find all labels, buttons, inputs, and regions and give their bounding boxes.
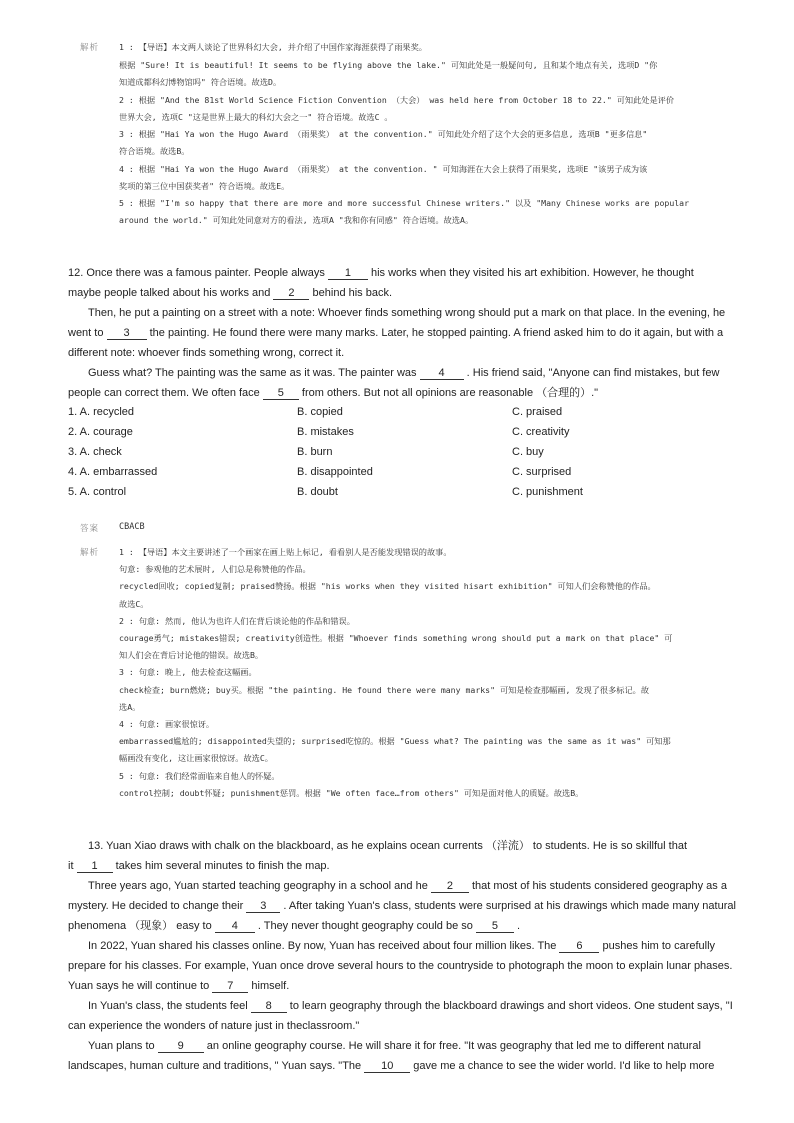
explanation-line: 1 : 【导语】本文两人谈论了世界科幻大会, 并介绍了中国作家海涯获得了雨果奖。 (119, 42, 427, 52)
blank-9[interactable]: 9 (158, 1040, 204, 1053)
explanation-line: 2 : 根据 "And the 81st World Science Fiction Convention （大会） was held here from October 18 to 22." 可知此处是评价 (119, 95, 675, 105)
q12-passage-line: Then, he put a painting on a street with a note: Whoever finds something wrong should put a mark on that place. In the evening, he (88, 307, 726, 319)
q12-passage-line: Guess what? The painting was the same as it was. The painter was 4 . His friend said, "Anyone can find mistakes, but few (88, 367, 720, 379)
blank-1[interactable]: 1 (77, 860, 113, 873)
option-c[interactable]: C. praised (512, 406, 563, 418)
explanation-line: 5 : 根据 "I'm so happy that there are more and more successful Chinese writers." 以及 "Many Chinese works are popular (119, 198, 690, 208)
explanation-line: 3 : 句意: 晚上, 他去检查这幅画。 (119, 667, 257, 677)
explanation-line: 根据 "Sure! It is beautiful! It seems to be flying above the lake." 可知此处是一般疑问句, 且和某个地点有关, 选项D "你 (119, 60, 658, 70)
option-a[interactable]: 5. A. control (68, 486, 127, 498)
q12-passage-line: went to 3 the painting. He found there were many marks. Later, he stopped painting. A friend asked him to do it again, but with a (68, 327, 724, 339)
option-b[interactable]: B. mistakes (297, 426, 354, 438)
option-a[interactable]: 4. A. embarrassed (68, 466, 158, 478)
explanation-line: 3 : 根据 "Hai Ya won the Hugo Award （雨果奖） at the convention." 可知此处介绍了这个大会的更多信息, 选项B "更多信息" (119, 129, 648, 139)
q12-passage-line: different note: whoever finds something wrong, correct it. (68, 347, 345, 359)
option-b[interactable]: B. disappointed (297, 466, 373, 478)
explanation-line: 5 : 句意: 我们经常面临来自他人的怀疑。 (119, 771, 280, 781)
explanation-line: recycled回收; copied复制; praised赞扬。根据 "his works when they visited hisart exhibition" 可知人们会称赞他的作品。 (119, 581, 656, 591)
q12-passage-line: people can correct them. We often face 5 from others. But not all opinions are reasonable （合理的）." (68, 387, 599, 399)
option-b[interactable]: B. copied (297, 406, 343, 418)
blank-5[interactable]: 5 (476, 920, 514, 933)
blank-4[interactable]: 4 (420, 367, 464, 380)
explanation-line: 世界大会, 选项C "这是世界上最大的科幻大会之一" 符合语境。故选C 。 (119, 112, 393, 122)
explanation-line: 4 : 根据 "Hai Ya won the Hugo Award （雨果奖） at the convention. " 可知海涯在大会上获得了雨果奖, 选项E "该男子成为该 (119, 164, 648, 174)
blank-7[interactable]: 7 (212, 980, 248, 993)
blank-10[interactable]: 10 (364, 1060, 410, 1073)
option-b[interactable]: B. doubt (297, 486, 338, 498)
option-b[interactable]: B. burn (297, 446, 333, 458)
explanation-line: 2 : 句意: 然而, 他认为也许人们在背后谈论他的作品和错误。 (119, 616, 355, 626)
explanation-line: around the world." 可知此处同意对方的看法, 选项A "我和你有同感" 符合语境。故选A。 (119, 215, 474, 225)
explanation-label: 解析 (80, 42, 100, 52)
explanation-line: courage勇气; mistakes错误; creativity创造性。根据 "Whoever finds something wrong should put a mark on that place" 可 (119, 633, 673, 643)
explanation-line: 幅画没有变化, 这让画家很惊讶。故选C。 (119, 753, 273, 763)
blank-4[interactable]: 4 (215, 920, 255, 933)
q13-passage-line: In 2022, Yuan shared his classes online. By now, Yuan has received about four million likes. The 6 pushes him to carefully (88, 940, 716, 952)
explanation-line: control控制; doubt怀疑; punishment惩罚。根据 "We often face…from others" 可知是面对他人的质疑。故选B。 (119, 788, 584, 798)
q13-passage-line: In Yuan's class, the students feel 8 to learn geography through the blackboard drawings and short videos. One student says, "I (88, 1000, 733, 1012)
q13-passage-line: landscapes, human culture and traditions, " Yuan says. "The 10 gave me a chance to see the wider world. I'd like to help more (68, 1060, 715, 1072)
explanation-line: 选A。 (119, 702, 141, 712)
blank-8[interactable]: 8 (251, 1000, 287, 1013)
explanation-line: check检查; burn燃烧; buy买。根据 "the painting. He found there were many marks" 可知是检查那幅画, 发现了很多标记。故 (119, 685, 650, 695)
q12-passage-line: 12. Once there was a famous painter. People always 1 his works when they visited his art exhibition. However, he thought (68, 267, 694, 279)
answer-value: CBACB (119, 522, 145, 532)
explanation-line: 1 : 【导语】本文主要讲述了一个画家在画上贴上标记, 看看别人是否能发现错误的故事。 (119, 547, 452, 557)
option-c[interactable]: C. creativity (512, 426, 570, 438)
blank-1[interactable]: 1 (328, 267, 368, 280)
q13-passage-line: it 1 takes him several minutes to finish the map. (68, 860, 330, 872)
blank-5[interactable]: 5 (263, 387, 299, 400)
blank-3[interactable]: 3 (246, 900, 280, 913)
q13-passage-line: mystery. He decided to change their 3 . After taking Yuan's class, students were surprised at his drawings which made many natural (68, 900, 736, 912)
option-a[interactable]: 2. A. courage (68, 426, 133, 438)
explanation-label: 解析 (80, 547, 100, 557)
option-c[interactable]: C. punishment (512, 486, 583, 498)
q13-passage-line: can experience the wonders of nature just in theclassroom." (68, 1020, 360, 1032)
blank-2[interactable]: 2 (273, 287, 309, 300)
q13-passage-line: prepare for his classes. For example, Yuan once drove several hours to the countryside to photograph the moon to explain lunar phases. (68, 960, 733, 972)
q13-passage-line: Three years ago, Yuan started teaching geography in a school and he 2 that most of his students considered geography as a (88, 880, 727, 892)
blank-2[interactable]: 2 (431, 880, 469, 893)
explanation-line: 奖项的第三位中国获奖者" 符合语境。故选E。 (119, 181, 290, 191)
option-c[interactable]: C. buy (512, 446, 544, 458)
option-a[interactable]: 3. A. check (68, 446, 122, 458)
q13-passage-line: Yuan says he will continue to 7 himself. (68, 980, 290, 992)
blank-3[interactable]: 3 (107, 327, 147, 340)
q13-passage-line: Yuan plans to 9 an online geography course. He will share it for free. "It was geography that led me to different natural (88, 1040, 701, 1052)
option-a[interactable]: 1. A. recycled (68, 406, 135, 418)
answer-label: 答案 (80, 523, 100, 533)
blank-6[interactable]: 6 (559, 940, 599, 953)
explanation-line: 知人们会在背后讨论他的错误。故选B。 (119, 650, 264, 660)
option-c[interactable]: C. surprised (512, 466, 572, 478)
explanation-line: 知道成都科幻博物馆吗" 符合语境。故选D。 (119, 77, 282, 87)
q12-passage-line: maybe people talked about his works and 2 behind his back. (68, 287, 393, 299)
explanation-line: 故选C。 (119, 599, 149, 609)
explanation-line: 符合语境。故选B。 (119, 146, 190, 156)
explanation-line: embarrassed尴尬的; disappointed失望的; surprised吃惊的。根据 "Guess what? The painting was the same as it was" 可知那 (119, 736, 671, 746)
explanation-line: 4 : 句意: 画家很惊讶。 (119, 719, 215, 729)
q13-passage-line: phenomena （现象） easy to 4 . They never thought geography could be so 5 . (68, 920, 521, 932)
q13-passage-line: 13. Yuan Xiao draws with chalk on the blackboard, as he explains ocean currents （洋流） to students. He is so skillful that (88, 840, 688, 852)
explanation-line: 句意: 参观他的艺术展时, 人们总是称赞他的作品。 (119, 564, 311, 574)
